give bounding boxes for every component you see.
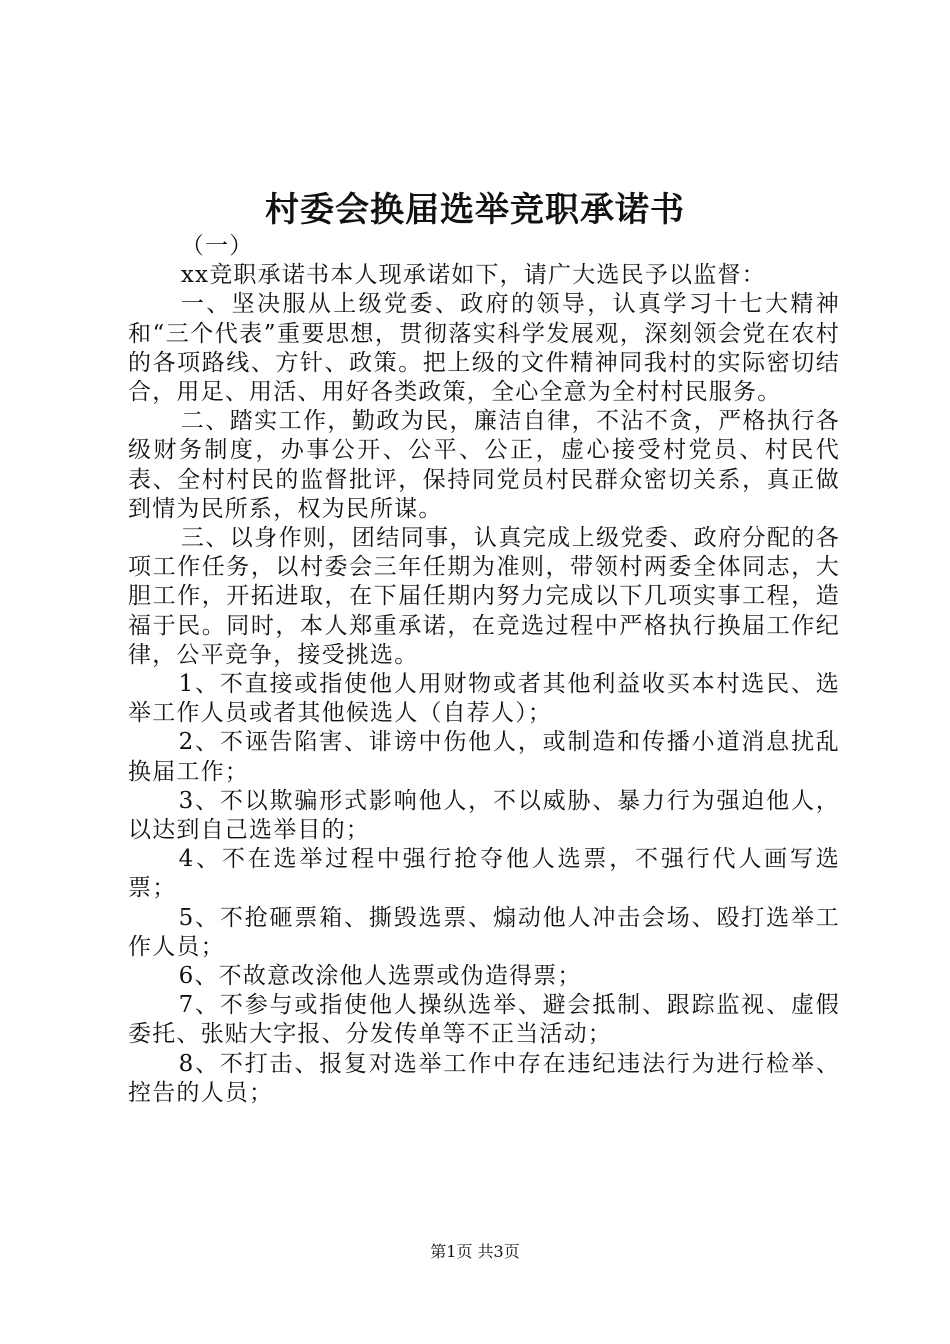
rule-item-2: 2、不诬告陷害、诽谤中伤他人，或制造和传播小道消息扰乱换届工作；	[128, 729, 840, 785]
commitment-paragraph-3: 三、以身作则，团结同事，认真完成上级党委、政府分配的各项工作任务，以村委会三年任期为准则，带领村两委全体同志，大胆工作，开拓进取，在下届任期内努力完成以下几项实事工程，造福于民。同时，本人郑重承诺，在竞选过程中严格执行换届工作纪律，公平竞争，接受挑选。	[128, 525, 840, 668]
rule-item-3: 3、不以欺骗形式影响他人，不以威胁、暴力行为强迫他人，以达到自己选举目的；	[128, 787, 840, 844]
intro-paragraph: xx竞职承诺书本人现承诺如下，请广大选民予以监督：	[180, 262, 766, 289]
rule-item-8: 8、不打击、报复对选举工作中存在违纪违法行为进行检举、控告的人员；	[128, 1050, 840, 1106]
rule-item-7: 7、不参与或指使他人操纵选举、避会抵制、跟踪监视、虚假委托、张贴大字报、分发传单等不正当活动；	[128, 992, 840, 1048]
rule-item-5: 5、不抢砸票箱、撕毁选票、煽动他人冲击会场、殴打选举工作人员；	[128, 904, 840, 960]
section-marker: （一）	[180, 233, 254, 259]
document-title: 村委会换届选举竞职承诺书	[265, 190, 685, 230]
commitment-paragraph-2: 二、踏实工作，勤政为民，廉洁自律，不沾不贪，严格执行各级财务制度，办事公开、公平、公正，虚心接受村党员、村民代表、全村村民的监督批评，保持同党员村民群众密切关系，真正做到情为民所系，权为民所谋。	[128, 408, 840, 522]
commitment-paragraph-1: 一、坚决服从上级党委、政府的领导，认真学习十七大精神和“三个代表”重要思想，贯彻落实科学发展观，深刻领会党在农村的各项路线、方针、政策。把上级的文件精神同我村的实际密切结合，用足、用活、用好各类政策，全心全意为全村村民服务。	[128, 291, 840, 406]
rule-item-6: 6、不故意改涂他人选票或伪造得票；	[178, 963, 582, 990]
rule-item-1: 1、不直接或指使他人用财物或者其他利益收买本村选民、选举工作人员或者其他候选人（自荐人）；	[128, 671, 840, 727]
rule-item-4: 4、不在选举过程中强行抢夺他人选票，不强行代人画写选票；	[128, 846, 840, 902]
page-footer: 第1页 共3页	[430, 1242, 520, 1261]
document-body	[128, 232, 840, 1108]
